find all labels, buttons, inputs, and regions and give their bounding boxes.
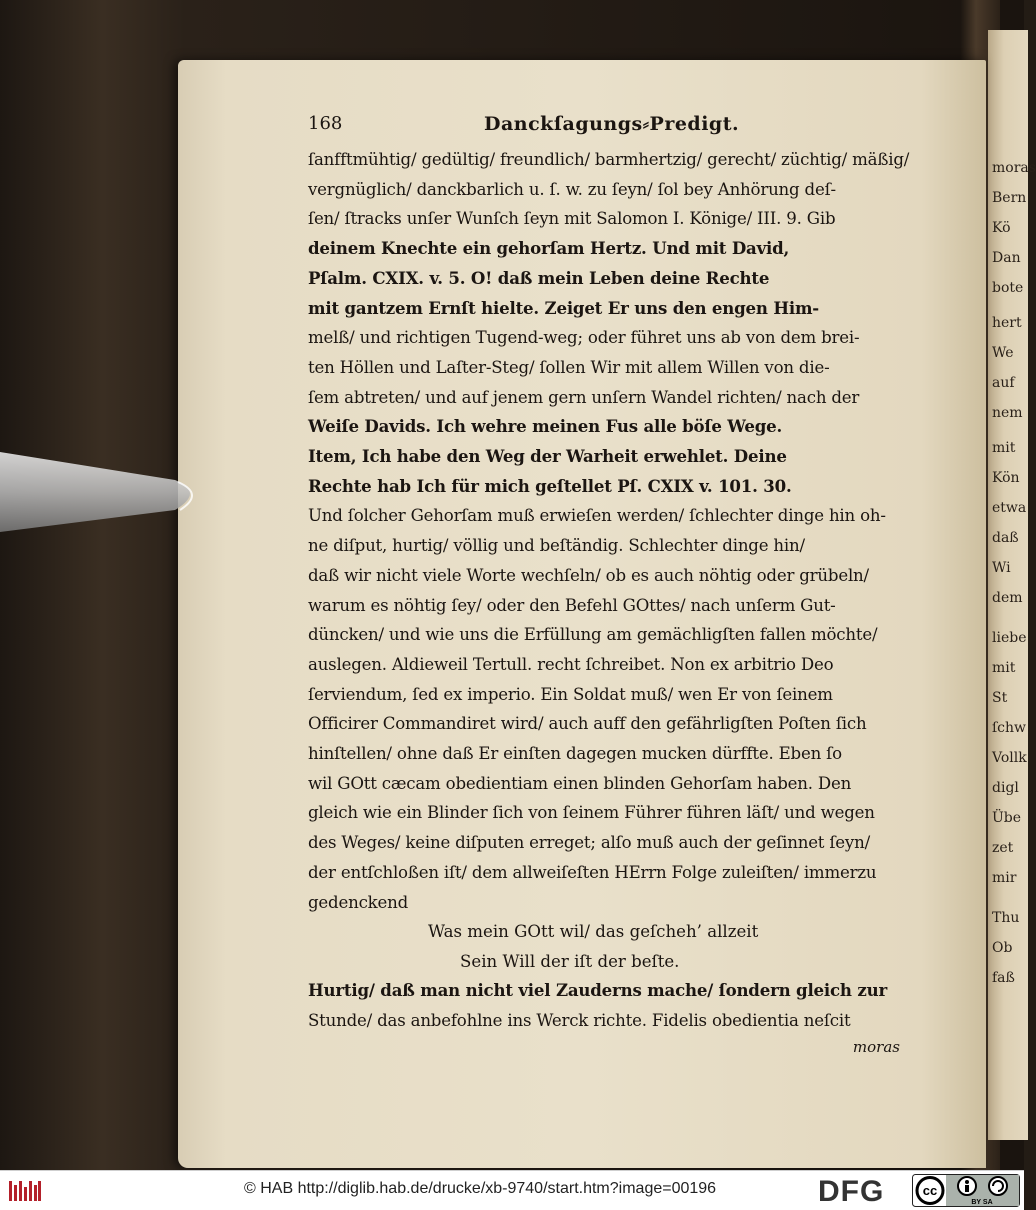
page-number: 168 [308,113,343,134]
running-head [308,105,908,145]
text-line: Rechte hab Ich für mich geſtellet Pſ. CXIX v. 101. 30. [308,475,792,496]
cc-license-icon[interactable] [912,1174,1020,1207]
svg-text:BY SA: BY SA [971,1199,993,1206]
source-link[interactable]: © HAB http://diglib.hab.de/drucke/xb-9740/start.htm?image=00196 [244,1180,717,1197]
verse-block [308,917,908,976]
text-line: Stunde/ das anbefohlne ins Werck richte. Fidelis obedientia neſcit [308,1010,851,1030]
facing-page-text: St [992,690,1008,706]
facing-page-text: Thu [992,910,1020,926]
text-line: vergnüglich/ danckbarlich u. ſ. w. zu ſeyn/ ſol bey Anhörung deſ- [308,179,836,199]
text-line: düncken/ und wie uns die Erfüllung am gemächligſten fallen möchte/ [308,625,878,645]
facing-page-text: zet [992,840,1014,856]
text-line: hinſtellen/ ohne daß Er einſten dagegen mucken dürffte. Eben ſo [308,744,842,764]
text-line: wil GOtt cæcam obedientiam einen blinden Gehorſam haben. Den [308,773,852,793]
facing-page-text: nem [992,405,1023,421]
text-line: ſanfftmühtig/ gedültig/ freundlich/ barmhertzig/ gerecht/ züchtig/ mäßig/ [308,150,910,169]
dfg-logo[interactable]: DFG [818,1175,885,1208]
plastic-page-clip [0,452,210,532]
page-text [308,105,908,1058]
facing-page-text: Dan [992,250,1021,266]
text-line: auslegen. Aldieweil Tertull. recht ſchreibet. Non ex arbitrio Deo [308,654,834,674]
facing-page-text: digl [992,780,1019,796]
catchword: moras [852,1037,900,1056]
hab-logo-icon[interactable] [8,1179,42,1203]
text-line: gedenckend [308,892,409,912]
facing-page-text: etwa [992,500,1027,516]
facing-page-text: Wi [992,560,1011,576]
text-line: melß/ und richtigen Tugend-weg; oder führet uns ab von dem brei- [308,328,860,348]
after-verse-lines [308,976,908,1035]
facing-page-text: mir [992,870,1017,886]
footer-bar [0,1170,1024,1210]
verse-line: Was mein GOtt wil/ das geſcheh’ allzeit [428,922,759,942]
facing-page-text: moras [992,160,1036,176]
facing-page-text: Kön [992,470,1020,486]
text-line: ſen/ ſtracks unſer Wunſch ſeyn mit Salomon I. Könige/ III. 9. Gib [308,209,836,229]
body-lines [308,145,908,917]
running-title: Danckſagungs⸗Predigt. [484,113,740,135]
text-line: Weiſe Davids. Ich wehre meinen Fus alle böſe Wege. [308,416,783,437]
text-line: Hurtig/ daß man nicht viel Zauderns mache/ ſondern gleich zur [308,980,887,1001]
text-line: der entſchloßen iſt/ dem allweiſeſten HErrn Folge zuleiſten/ immerzu [308,862,877,882]
facing-page-text: ſchw [992,720,1027,736]
text-line: ſerviendum, ſed ex imperio. Ein Soldat muß/ wen Er von ſeinem [308,684,833,704]
text-line: gleich wie ein Blinder ſich von ſeinem Führer führen läſt/ und wegen [308,803,875,823]
facing-page-text: Kö [992,220,1011,236]
facing-page-text: Vollk [992,750,1027,766]
facing-page-text: hert [992,315,1022,331]
facing-page-text: mit [992,660,1016,676]
text-line: ne diſput, hurtig/ völlig und beſtändig. Schlechter dinge hin/ [308,536,805,556]
text-line: mit gantzem Ernſt hielte. Zeiget Er uns den engen Him- [308,297,819,318]
facing-page-text: auf [992,375,1015,391]
facing-page-text: Ob [992,940,1013,956]
facing-page-text: bote [992,280,1024,296]
facing-page-text: Übe [992,810,1022,826]
text-line: Und ſolcher Gehorſam muß erwieſen werden/ ſchlechter dinge hin oh- [308,506,886,526]
facing-page-text: mit [992,440,1016,456]
text-line: warum es nöhtig ſey/ oder den Befehl GOttes/ nach unſerm Gut- [308,595,836,615]
text-line: Officirer Commandiret wird/ auch auff den gefährligſten Poſten ſich [308,714,867,734]
text-line: ten Höllen und Laſter-Steg/ ſollen Wir mit allem Willen von die- [308,357,830,377]
text-line: Item, Ich habe den Weg der Warheit erwehlet. Deine [308,446,787,467]
verse-line: Sein Will der iſt der beſte. [460,951,680,971]
text-line: des Weges/ keine diſputen erreget; alſo muß auch der geſinnet ſeyn/ [308,833,870,853]
facing-page-edge [988,30,1036,1140]
facing-page-text: liebe [992,630,1027,646]
facing-page-text: faß [992,970,1015,986]
text-line: daß wir nicht viele Worte wechſeln/ ob es auch nöhtig oder grübeln/ [308,565,869,585]
facing-page-text: Bern [992,190,1027,206]
facing-page-text: daß [992,530,1019,546]
facing-page-text: We [992,345,1014,361]
text-line: deinem Knechte ein gehorſam Hertz. Und mit David, [308,238,790,259]
svg-text:cc: cc [922,1183,938,1198]
facing-page-text: dem [992,590,1023,606]
text-line: ſem abtreten/ und auf jenem gern unſern Wandel richten/ nach der [308,387,860,407]
text-line: Pſalm. CXIX. v. 5. O! daß mein Leben deine Rechte [308,267,770,288]
